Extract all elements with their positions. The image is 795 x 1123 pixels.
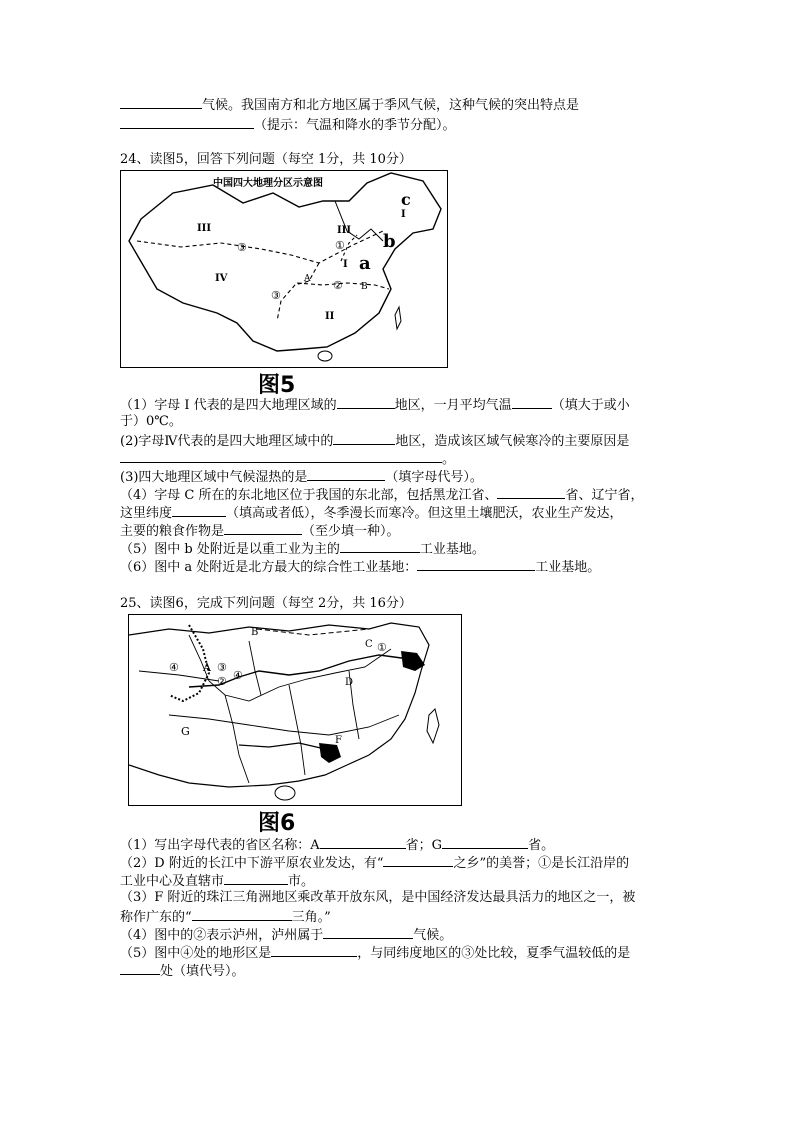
answer-blank[interactable] [340, 540, 420, 553]
map-circled-number: ① [335, 239, 345, 252]
intro-line-1: 气候。我国南方和北方地区属于季风气候，这种气候的突出特点是 [120, 96, 579, 114]
q24-line: 于）0℃。 [120, 414, 182, 429]
region-label-iii: III [197, 223, 212, 234]
answer-blank[interactable] [120, 962, 160, 975]
map-letter-g: G [181, 725, 190, 738]
map-circled-number: ② [333, 279, 343, 292]
province-border [249, 641, 261, 695]
q24-line: 。 [120, 450, 455, 468]
q25-line: 称作广东的“ 三角。” [120, 910, 331, 925]
q24-line: （1）字母 I 代表的是四大地理区域的 地区，一月平均气温 （填大于或小 [120, 398, 630, 413]
boundary-qinling-huaihe [297, 283, 389, 289]
q24-line: （5）图中 b 处附近是以重工业为主的 工业基地。 [120, 542, 485, 557]
region-label-ii: II [325, 311, 335, 322]
answer-blank[interactable] [172, 504, 226, 517]
region-label-iv: IV [215, 273, 228, 284]
figure-5-map [120, 170, 448, 368]
china-outline [129, 173, 441, 351]
province-border [289, 685, 305, 775]
q24-line: 主要的粮食作物是 （至少填一种）。 [120, 524, 400, 539]
map-letter-b: b [383, 231, 396, 252]
answer-blank[interactable] [224, 872, 288, 885]
q24-line: (3)四大地理区域中气候湿热的是 （填字母代号）。 [120, 470, 483, 485]
q25-header: 25、读图6，完成下列问题（每空 2分，共 16分） [120, 596, 412, 611]
map-circled-number: ② [217, 675, 227, 688]
province-border [169, 715, 399, 735]
q25-line: （5）图中④处的地形区是 ，与同纬度地区的③处比较，夏季气温较低的是 [120, 946, 631, 961]
pearl-river [239, 743, 325, 749]
q25-line: （1）写出字母代表的省区名称：A 省；G 省。 [120, 838, 555, 853]
province-border [225, 695, 249, 783]
q24-line: （6）图中 a 处附近是北方最大的综合性工业基地： 工业基地。 [120, 560, 601, 575]
map-circled-number: ④ [169, 661, 179, 674]
answer-blank[interactable] [120, 450, 442, 463]
intro-line-2: （提示：气温和降水的季节分配）。 [120, 116, 456, 134]
q25-line: （3）F 附近的珠江三角洲地区乘改革开放东风，是中国经济发达最具活力的地区之一，被 [120, 890, 636, 905]
map-circled-number: ④ [233, 669, 243, 682]
figure-6-label: 图6 [258, 811, 296, 836]
south-china-map-svg [129, 615, 461, 805]
answer-blank[interactable] [307, 468, 385, 481]
map-letter-c: C [365, 639, 373, 650]
map-circled-number: ③ [217, 661, 227, 674]
hainan-island [318, 351, 332, 361]
answer-blank[interactable] [120, 96, 202, 109]
answer-blank[interactable] [224, 522, 302, 535]
answer-blank[interactable] [383, 854, 453, 867]
hainan-island [275, 786, 295, 800]
answer-blank[interactable] [120, 116, 254, 129]
answer-blank[interactable] [512, 396, 552, 409]
figure-5-label: 图5 [258, 373, 296, 398]
map-circled-number: ③ [271, 289, 281, 302]
q24-line: （4）字母 C 所在的东北地区位于我国的东北部，包括黑龙江省、 省、辽宁省， [120, 488, 644, 503]
q25-line: 处（填代号）。 [120, 962, 245, 980]
region-label-iii: III [337, 225, 352, 236]
q25-line: （4）图中的②表示泸州，泸州属于 气候。 [120, 928, 453, 943]
map-letter-b: B [251, 627, 259, 638]
q24-header: 24、读图5，回答下列问题（每空 1分，共 10分） [120, 152, 412, 167]
taiwan-island [427, 709, 439, 743]
answer-blank[interactable] [320, 836, 406, 849]
region-label-i: I [401, 209, 406, 220]
map-letter-d: D [345, 677, 354, 688]
answer-blank[interactable] [417, 558, 535, 571]
answer-blank[interactable] [192, 908, 292, 921]
taiwan-island [395, 307, 401, 329]
answer-blank[interactable] [333, 432, 395, 445]
q24-line: (2)字母Ⅳ代表的是四大地理区域中的 地区，造成该区域气候寒冷的主要原因是 [120, 434, 630, 449]
answer-blank[interactable] [337, 396, 395, 409]
map-letter-a: A [203, 661, 211, 674]
answer-blank[interactable] [442, 836, 528, 849]
answer-blank[interactable] [497, 486, 565, 499]
pearl-delta-shaded-area [319, 743, 341, 763]
map-title: 中国四大地理分区示意图 [213, 178, 323, 189]
region-label-i: I [343, 259, 348, 270]
map-circled-number: ③ [237, 241, 247, 254]
answer-blank[interactable] [323, 926, 413, 939]
china-regions-map-svg [121, 171, 447, 367]
q25-line: （2）D 附近的长江中下游平原农业发达，有“ 之乡”的美誉；①是长江沿岸的 [120, 856, 630, 871]
map-letter-b-upper: B [361, 282, 368, 292]
map-letter-a: a [359, 253, 371, 274]
q25-line: 工业中心及直辖市 市。 [120, 874, 315, 889]
answer-blank[interactable] [271, 944, 357, 957]
figure-6-map [128, 614, 462, 806]
map-circled-number: ① [377, 641, 387, 654]
map-letter-a-upper: A [304, 274, 311, 284]
q24-line: 这里纬度 （填高或者低），冬季漫长而寒冷。但这里土壤肥沃，农业生产发达， [120, 506, 623, 521]
boundary-qinghai-tibet [277, 263, 319, 321]
map-letter-c: c [401, 190, 411, 209]
map-letter-f: F [335, 735, 342, 746]
